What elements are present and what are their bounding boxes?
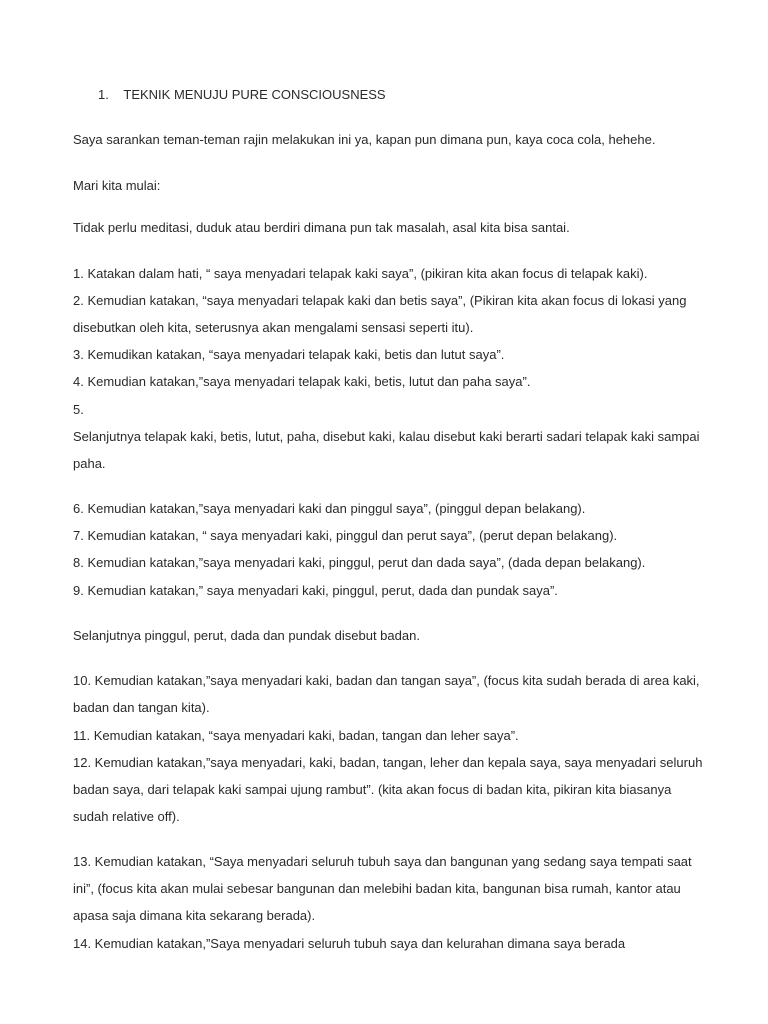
step-9: 9. Kemudian katakan,” saya menyadari kaki, pinggul, perut, dada dan pundak saya”. <box>73 583 558 598</box>
note-body-paragraph: Selanjutnya pinggul, perut, dada dan pundak disebut badan. <box>73 628 420 643</box>
heading-title: TEKNIK MENUJU PURE CONSCIOUSNESS <box>123 87 386 102</box>
intro-paragraph: Saya sarankan teman-teman rajin melakukan ini ya, kapan pun dimana pun, kaya coca cola, hehehe. <box>73 132 656 147</box>
step-8: 8. Kemudian katakan,”saya menyadari kaki, pinggul, perut dan dada saya”, (dada depan belakang). <box>73 555 646 570</box>
step-11: 11. Kemudian katakan, “saya menyadari kaki, badan, tangan dan leher saya”. <box>73 728 519 743</box>
step-4: 4. Kemudian katakan,”saya menyadari telapak kaki, betis, lutut dan paha saya”. <box>73 374 531 389</box>
step-2: 2. Kemudian katakan, “saya menyadari telapak kaki dan betis saya”, (Pikiran kita akan focus di lokasi yang disebutkan oleh kita, seterusnya akan mengalami sensasi seperti itu). <box>73 293 687 336</box>
step-5: 5. <box>73 402 84 417</box>
section-heading <box>98 81 386 108</box>
instruction-paragraph: Tidak perlu meditasi, duduk atau berdiri dimana pun tak masalah, asal kita bisa santai. <box>73 220 570 235</box>
step-10: 10. Kemudian katakan,”saya menyadari kaki, badan dan tangan saya”, (focus kita sudah berada di area kaki, badan dan tangan kita). <box>73 673 700 716</box>
note-feet-paragraph: Selanjutnya telapak kaki, betis, lutut, paha, disebut kaki, kalau disebut kaki berarti sadari telapak kaki sampai paha. <box>73 429 700 472</box>
step-6: 6. Kemudian katakan,”saya menyadari kaki dan pinggul saya”, (pinggul depan belakang). <box>73 501 586 516</box>
start-paragraph: Mari kita mulai: <box>73 178 161 193</box>
step-3: 3. Kemudikan katakan, “saya menyadari telapak kaki, betis dan lutut saya”. <box>73 347 505 362</box>
step-1: 1. Katakan dalam hati, “ saya menyadari telapak kaki saya”, (pikiran kita akan focus di telapak kaki). <box>73 266 648 281</box>
step-12: 12. Kemudian katakan,”saya menyadari, kaki, badan, tangan, leher dan kepala saya, saya menyadari seluruh badan saya, dari telapak kaki sampai ujung rambut”. (kita akan focus di badan kita, pikiran kita biasanya sudah relative off). <box>73 755 703 825</box>
step-13: 13. Kemudian katakan, “Saya menyadari seluruh tubuh saya dan bangunan yang sedang saya tempati saat ini”, (focus kita akan mulai sebesar bangunan dan melebihi badan kita, bangunan bisa rumah, kantor atau apasa saja dimana kita sekarang berada). <box>73 854 692 924</box>
step-14: 14. Kemudian katakan,”Saya menyadari seluruh tubuh saya dan kelurahan dimana saya berada <box>73 936 626 951</box>
heading-number: 1. <box>98 87 109 102</box>
step-7: 7. Kemudian katakan, “ saya menyadari kaki, pinggul dan perut saya”, (perut depan belakang). <box>73 528 618 543</box>
